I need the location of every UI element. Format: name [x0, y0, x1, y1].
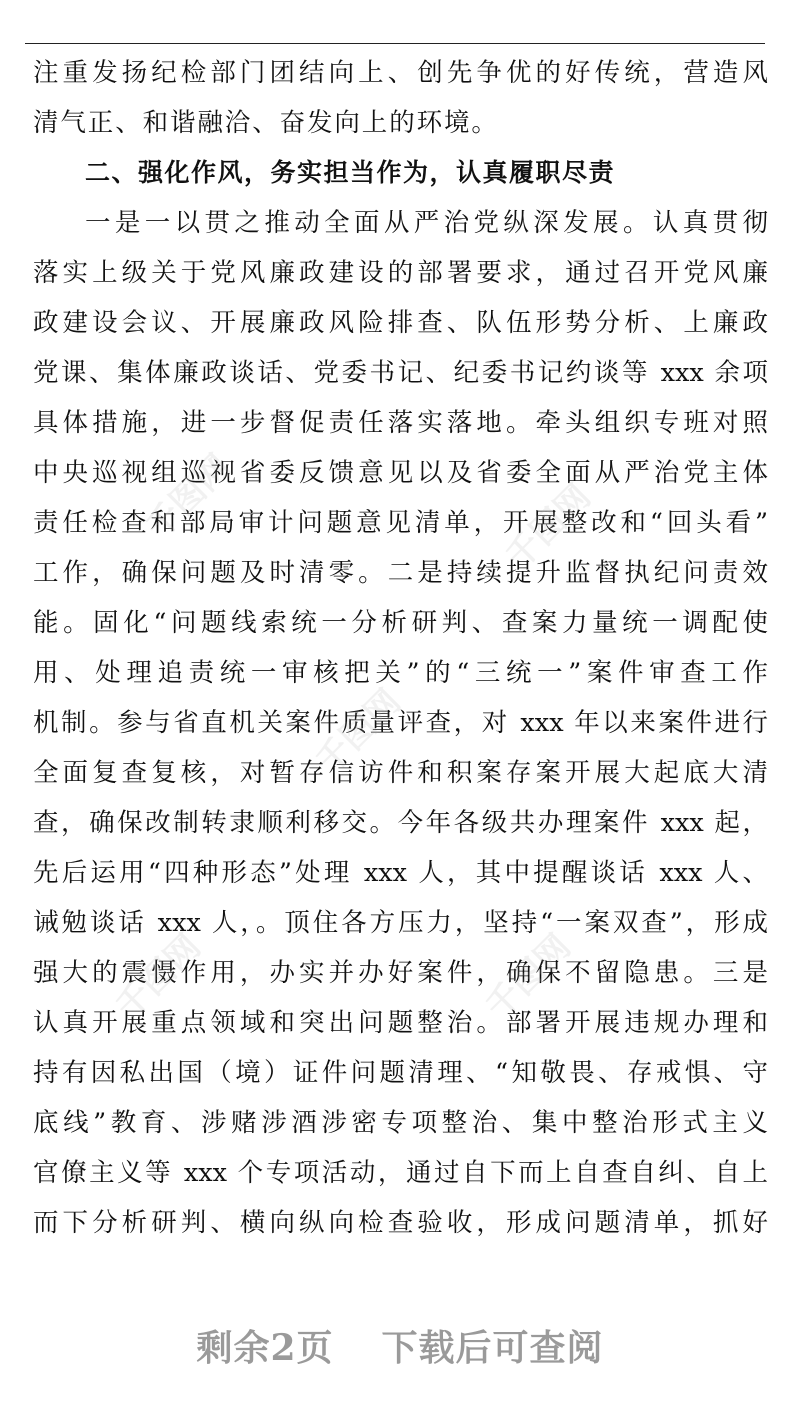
text-line: 机制。参与省直机关案件质量评查，对 xxx 年以来案件进行	[33, 708, 768, 738]
watermark: 千图网	[308, 681, 409, 783]
text-line: 党课、集体廉政谈话、党委书记、纪委书记约谈等 xxx 余项	[33, 358, 768, 388]
text-line: 用、处理追责统一审核把关”的“三统一”案件审查工作	[33, 658, 768, 688]
download-prompt[interactable]	[0, 1325, 800, 1371]
text-line: 先后运用“四种形态”处理 xxx 人，其中提醒谈话 xxx 人、	[33, 858, 768, 888]
download-to-view-label: 下载后可查阅	[381, 1327, 604, 1369]
text-line: 认真开展重点领域和突出问题整治。部署开展违规办理和	[33, 1008, 768, 1038]
text-line: 能。固化“问题线索统一分析研判、查案力量统一调配使	[33, 608, 768, 638]
text-line: 清气正、和谐融洽、奋发向上的环境。	[33, 108, 499, 138]
text-line: 全面复查复核，对暂存信访件和积案存案开展大起底大清	[33, 758, 768, 788]
text-line: 而下分析研判、横向纵向检查验收，形成问题清单，抓好	[33, 1208, 768, 1238]
text-line: 一是一以贯之推动全面从严治党纵深发展。认真贯彻	[85, 208, 768, 238]
text-line: 强大的震慑作用，办实并办好案件，确保不留隐患。三是	[33, 958, 768, 988]
text-line: 底线”教育、涉赌涉酒涉密专项整治、集中整治形式主义	[33, 1108, 768, 1138]
watermark: 千图网	[478, 926, 579, 1028]
text-line: 持有因私出国（境）证件问题清理、“知敬畏、存戒惧、守	[33, 1058, 768, 1088]
text-line: 政建设会议、开展廉政风险排查、队伍形势分析、上廉政	[33, 308, 768, 338]
text-line: 具体措施，进一步督促责任落实落地。牵头组织专班对照	[33, 408, 768, 438]
text-line: 中央巡视组巡视省委反馈意见以及省委全面从严治党主体	[33, 458, 768, 488]
watermark: 千图网	[498, 476, 599, 578]
text-line: 官僚主义等 xxx 个专项活动，通过自下而上自查自纠、自上	[33, 1158, 768, 1188]
text-line: 责任检查和部局审计问题意见清单，开展整改和“回头看”	[33, 508, 768, 538]
section-heading: 二、强化作风，务实担当作为，认真履职尽责	[85, 158, 616, 187]
remaining-pages-label: 剩余2页	[196, 1327, 334, 1369]
text-line: 诫勉谈话 xxx 人，。顶住各方压力，坚持“一案双查”，形成	[33, 908, 768, 938]
text-line: 落实上级关于党风廉政建设的部署要求，通过召开党风廉	[33, 258, 768, 288]
watermark: 千图网	[108, 926, 209, 1028]
watermark: 千图网	[138, 446, 239, 548]
text-line: 工作，确保问题及时清零。二是持续提升监督执纪问责效	[33, 558, 768, 588]
top-rule	[25, 43, 765, 44]
text-line: 查，确保改制转隶顺利移交。今年各级共办理案件 xxx 起，	[33, 808, 768, 838]
text-line: 注重发扬纪检部门团结向上、创先争优的好传统，营造风	[33, 58, 768, 88]
